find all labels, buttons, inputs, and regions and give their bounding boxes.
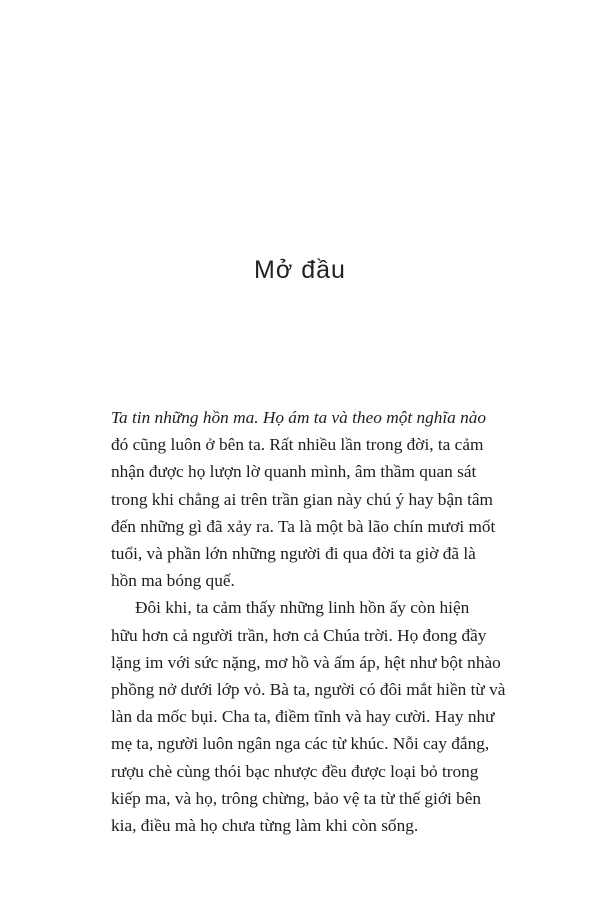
paragraph-line: mẹ ta, người luôn ngân nga các từ khúc. Nỗi cay đắng, [111,734,490,754]
paragraph-line: phồng nở dưới lớp vỏ. Bà ta, người có đôi mắt hiền từ và [111,680,506,700]
paragraph-line: hữu hơn cả người trần, hơn cả Chúa trời. Họ đong đầy [111,625,487,645]
paragraph-line: Ta tin những hồn ma. Họ ám ta và theo một nghĩa nào [111,408,487,427]
paragraph-line: lặng im với sức nặng, mơ hồ và ấm áp, hệt như bột nhào [111,652,501,672]
paragraph-line: trong khi chẳng ai trên trần gian này chú ý hay bận tâm [111,489,493,509]
second-paragraph [111,594,506,839]
paragraph-line: kia, điều mà họ chưa từng làm khi còn sống. [111,816,419,836]
paragraph-line: Đôi khi, ta cảm thấy những linh hồn ấy còn hiện [135,598,470,618]
paragraph-line: rượu chè cùng thói bạc nhược đều được loại bỏ trong [111,761,479,781]
paragraph-line: nhận được họ lượn lờ quanh mình, âm thầm quan sát [111,462,477,482]
paragraph-line: làn da mốc bụi. Cha ta, điềm tĩnh và hay cười. Hay như [111,707,495,727]
paragraph-line: kiếp ma, và họ, trông chừng, bảo vệ ta từ thế giới bên [111,788,482,808]
paragraph-line: tuổi, và phần lớn những người đi qua đời ta giờ đã là [111,544,476,564]
body-text [111,404,506,839]
chapter-title: Mở đầu [254,256,346,284]
paragraph-line: hồn ma bóng quế. [111,571,235,591]
paragraph-line: đến những gì đã xảy ra. Ta là một bà lão chín mươi mốt [111,516,496,536]
paragraph-line: đó cũng luôn ở bên ta. Rất nhiều lần trong đời, ta cảm [111,435,484,455]
opening-paragraph [111,404,496,594]
